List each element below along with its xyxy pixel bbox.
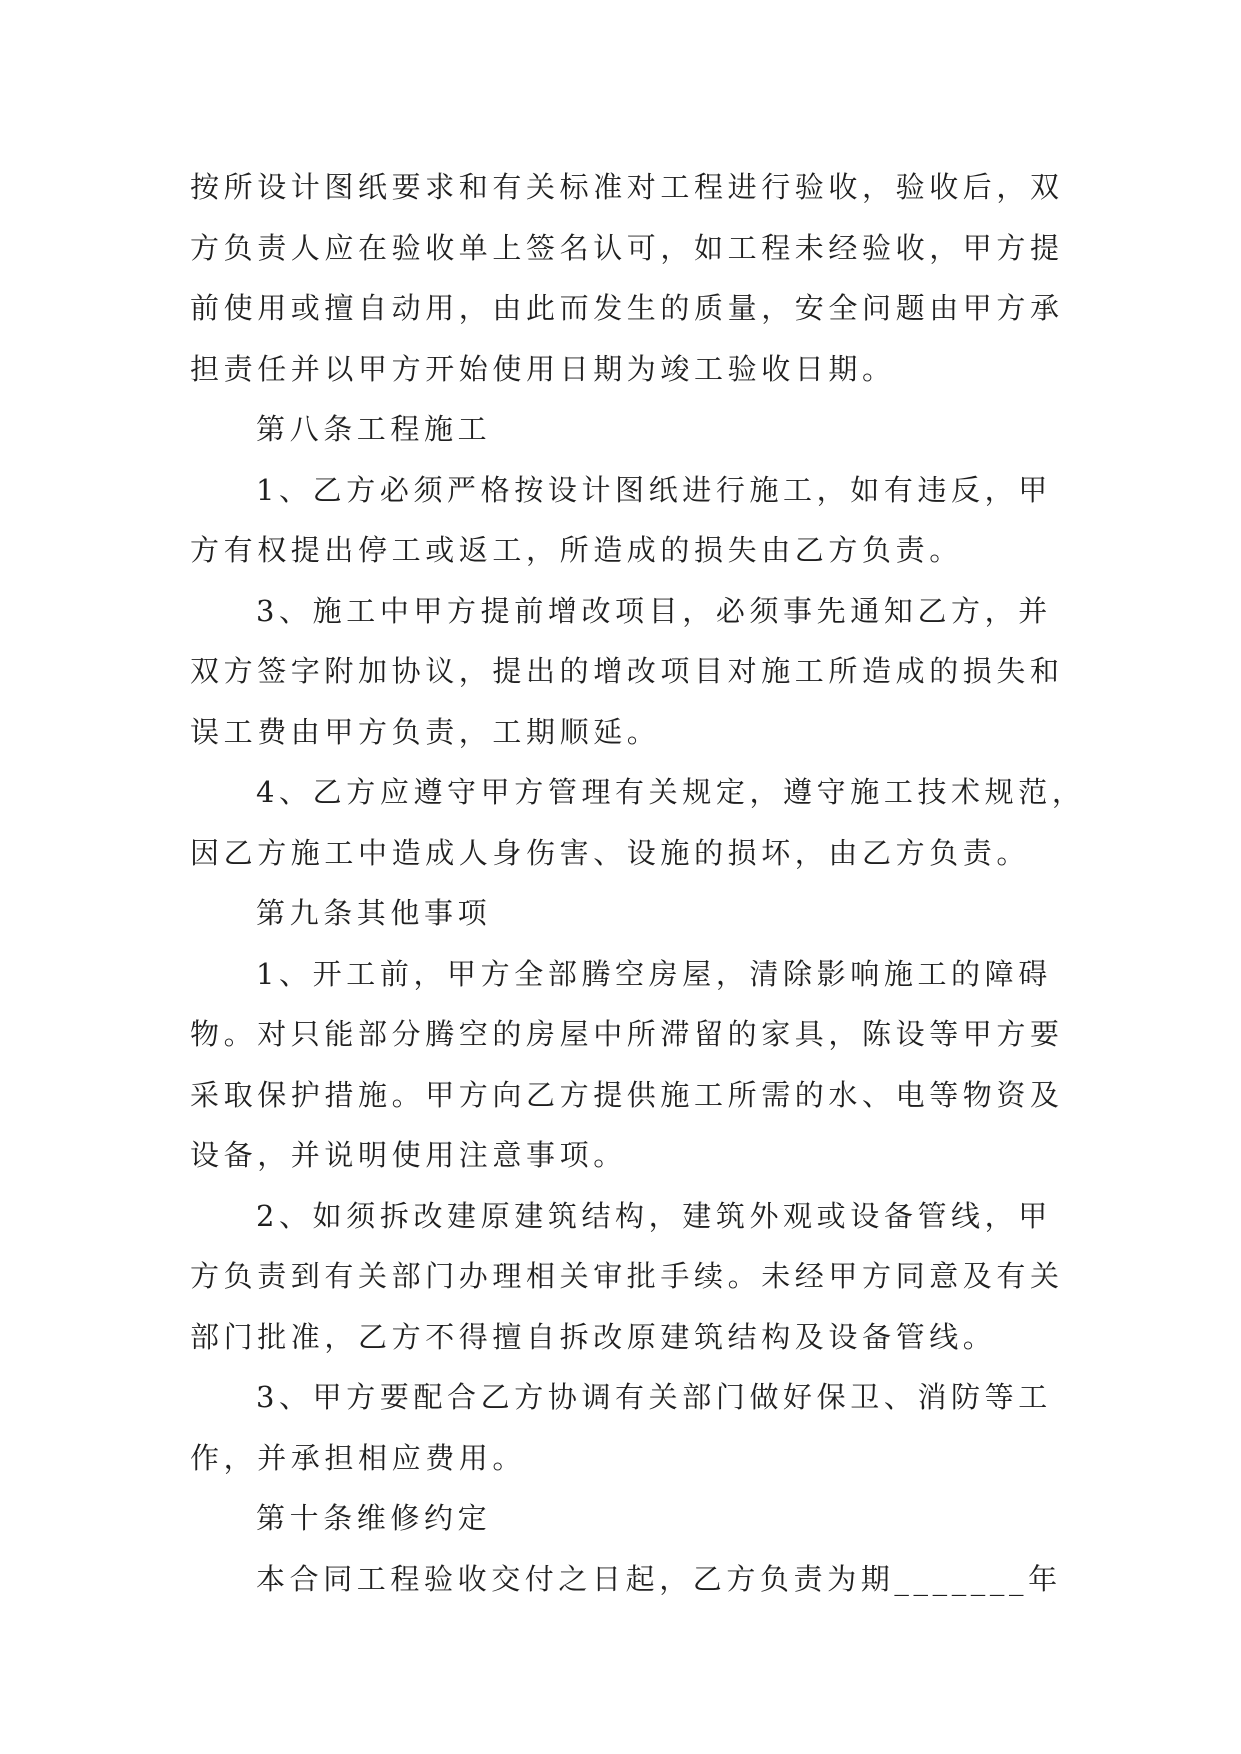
text-line: 3、施工中甲方提前增改项目，必须事先通知乙方，并 — [256, 593, 1052, 628]
text-line: 方负责到有关部门办理相关审批手续。未经甲方同意及有关 — [190, 1259, 1064, 1293]
text-line: 3、甲方要配合乙方协调有关部门做好保卫、消防等工 — [256, 1380, 1052, 1414]
text-line: 本合同工程验收交付之日起，乙方负责为期_______年 — [256, 1561, 1062, 1596]
text-line: 按所设计图纸要求和有关标准对工程进行验收，验收后，双 — [190, 170, 1064, 204]
text-line: 1、乙方必须严格按设计图纸进行施工，如有违反，甲 — [256, 472, 1052, 507]
text-line: 前使用或擅自动用，由此而发生的质量，安全问题由甲方承 — [190, 291, 1064, 325]
text-line: 物。对只能部分腾空的房屋中所滞留的家具，陈设等甲方要 — [190, 1017, 1064, 1051]
text-line: 方负责人应在验收单上签名认可，如工程未经验收，甲方提 — [190, 230, 1064, 265]
text-line: 作，并承担相应费用。 — [190, 1440, 527, 1475]
section-heading: 第九条其他事项 — [256, 896, 492, 930]
text-line: 采取保护措施。甲方向乙方提供施工所需的水、电等物资及 — [190, 1077, 1064, 1112]
contract-text — [190, 157, 1086, 1609]
section-heading: 第十条维修约定 — [256, 1501, 492, 1535]
section-heading: 第八条工程施工 — [256, 412, 492, 446]
text-line: 部门批准，乙方不得擅自拆改原建筑结构及设备管线。 — [190, 1319, 997, 1354]
text-line: 担责任并以甲方开始使用日期为竣工验收日期。 — [190, 351, 896, 386]
text-line: 双方签字附加协议，提出的增改项目对施工所造成的损失和 — [190, 654, 1064, 688]
text-line: 方有权提出停工或返工，所造成的损失由乙方负责。 — [190, 533, 963, 567]
text-line: 设备，并说明使用注意事项。 — [190, 1138, 627, 1172]
text-line: 误工费由甲方负责，工期顺延。 — [190, 714, 661, 749]
text-line: 4、乙方应遵守甲方管理有关规定，遵守施工技术规范， — [256, 775, 1086, 809]
text-line: 1、开工前，甲方全部腾空房屋，清除影响施工的障碍 — [256, 956, 1052, 991]
text-line: 因乙方施工中造成人身伤害、设施的损坏，由乙方负责。 — [190, 835, 1031, 870]
text-line: 2、如须拆改建原建筑结构，建筑外观或设备管线，甲 — [256, 1198, 1052, 1233]
